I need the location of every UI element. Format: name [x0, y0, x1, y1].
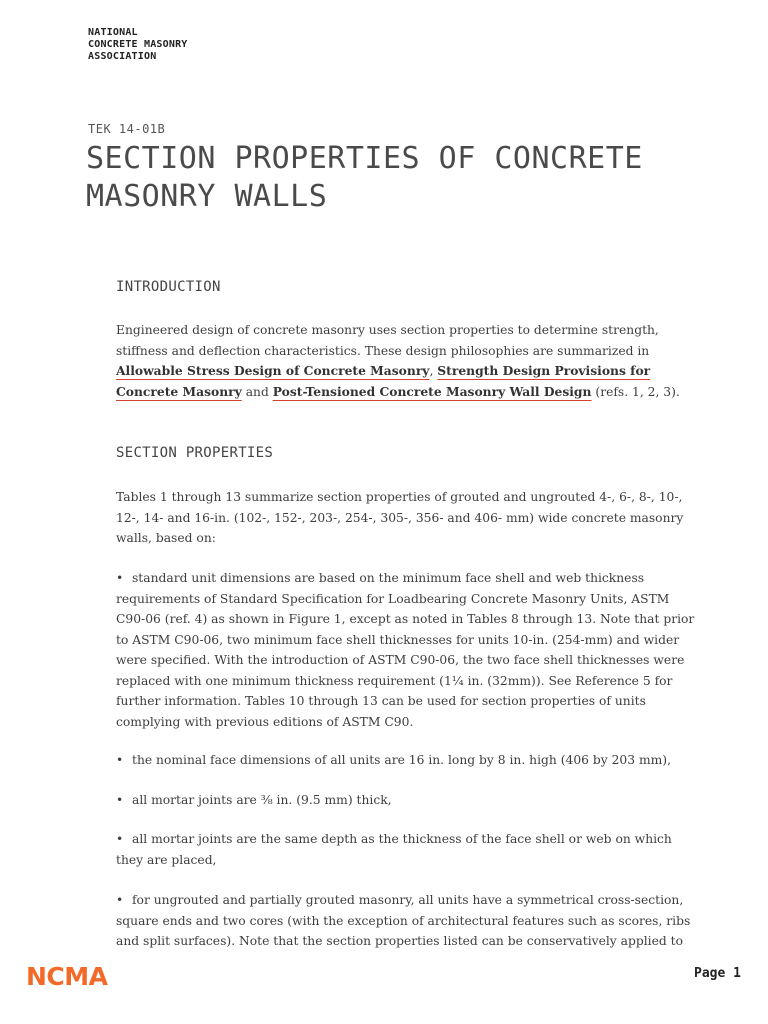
section-properties-intro: [116, 487, 696, 549]
separator: and: [241, 384, 273, 399]
org-line-1: NATIONAL: [88, 27, 138, 38]
bullet-marker: •: [116, 753, 124, 767]
separator: ,: [429, 364, 438, 378]
bullet-marker: •: [116, 571, 124, 585]
bullet-marker: •: [116, 793, 124, 807]
bullet-text: for ungrouted and partially grouted masonry, all units have a symmetrical cross-section, square ends and two cores (with the exception of architectural features such as scores, ribs and split surfaces). Note that the section properties listed can be conservatively applied to: [116, 893, 691, 948]
bullet-text: all mortar joints are ⅜ in. (9.5 mm) thick,: [132, 793, 392, 807]
bullet-item: [116, 790, 696, 811]
bullet-item: [116, 750, 696, 771]
link-strength-design-provisions[interactable]: Strength Design Provisions for Concrete Masonry: [116, 363, 651, 399]
page-number: Page 1: [694, 966, 741, 981]
bullet-item: [116, 890, 696, 952]
org-line-3: ASSOCIATION: [88, 51, 157, 62]
org-line-2: CONCRETE MASONRY: [88, 39, 188, 50]
refs-text: (refs. 1, 2, 3).: [591, 384, 680, 399]
tek-number: TEK 14-01B: [88, 122, 166, 136]
page-title: [86, 140, 726, 216]
ncma-logo: NCMA: [26, 962, 108, 991]
title-line-2: MASONRY WALLS: [86, 179, 328, 214]
section-properties-heading: SECTION PROPERTIES: [116, 445, 274, 461]
introduction-heading: INTRODUCTION: [116, 279, 221, 295]
link-post-tensioned-design[interactable]: Post-Tensioned Concrete Masonry Wall Design: [272, 383, 592, 399]
bullet-text: standard unit dimensions are based on the minimum face shell and web thickness requirements of Standard Specification for Loadbearing Concrete Masonry Units, ASTM C90-06 (ref. 4) as shown in Figure 1, except as noted in Tables 8 through 13. Note that prior to ASTM C90-06, two minimum face shell thicknesses for units 10-in. (254-mm) and wider were specified. With the introduction of ASTM C90-06, the two face shell thicknesses were replaced with one minimum thickness requirement (1¼ in. (32mm)). See Reference 5 for further information. Tables 10 through 13 can be used for section properties of units complying with previous editions of ASTM C90.: [116, 571, 695, 729]
title-line-1: SECTION PROPERTIES OF CONCRETE: [86, 141, 643, 176]
organization-name: [88, 27, 188, 63]
bullet-marker: •: [116, 832, 124, 846]
bullet-marker: •: [116, 893, 124, 907]
intro-text: Engineered design of concrete masonry uses section properties to determine strength, stiffness and deflection characteristics. These design philosophies are summarized in: [116, 323, 659, 358]
link-allowable-stress-design[interactable]: Allowable Stress Design of Concrete Masonry: [116, 363, 430, 378]
bullet-item: [116, 568, 696, 732]
bullet-text: all mortar joints are the same depth as the thickness of the face shell or web on which they are placed,: [116, 832, 672, 867]
introduction-paragraph: [116, 320, 696, 402]
bullet-item: [116, 829, 696, 870]
bullet-text: the nominal face dimensions of all units are 16 in. long by 8 in. high (406 by 203 mm),: [132, 753, 672, 767]
section-properties-text: Tables 1 through 13 summarize section properties of grouted and ungrouted 4-, 6-, 8-, 10-, 12-, 14- and 16-in. (102-, 152-, 203-, 254-, 305-, 356- and 406- mm) wide concrete masonry walls, based on:: [116, 490, 684, 545]
